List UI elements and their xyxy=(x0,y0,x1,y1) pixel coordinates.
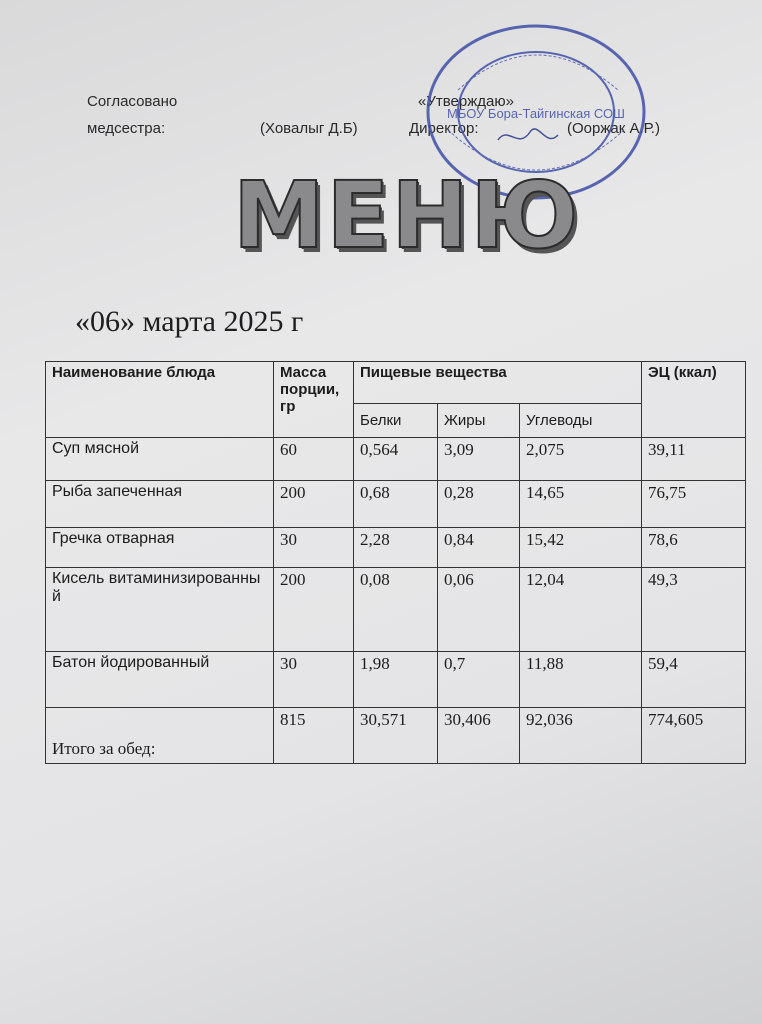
dish-carbs: 15,42 xyxy=(520,528,642,568)
total-protein: 30,571 xyxy=(354,708,438,764)
header-dish: Наименование блюда xyxy=(46,362,274,438)
dish-fat: 0,28 xyxy=(438,481,520,528)
dish-protein: 1,98 xyxy=(354,652,438,708)
dish-protein: 0,564 xyxy=(354,438,438,481)
dish-mass: 200 xyxy=(274,568,354,652)
dish-energy: 49,3 xyxy=(642,568,746,652)
table-row xyxy=(46,652,746,708)
header-carbs: Углеводы xyxy=(520,404,642,438)
director-label: Директор: xyxy=(409,120,479,137)
menu-table xyxy=(45,361,746,764)
approval-left-line1: Согласовано xyxy=(87,93,178,110)
stamp-text: МБОУ Бора-Тайгинская СОШ xyxy=(447,106,625,121)
dish-carbs: 14,65 xyxy=(520,481,642,528)
dish-fat: 0,7 xyxy=(438,652,520,708)
total-fat: 30,406 xyxy=(438,708,520,764)
page-title: МЕНЮ xyxy=(233,162,581,269)
total-label: Итого за обед: xyxy=(46,708,274,764)
total-mass: 815 xyxy=(274,708,354,764)
dish-energy: 59,4 xyxy=(642,652,746,708)
dish-carbs: 2,075 xyxy=(520,438,642,481)
dish-carbs: 12,04 xyxy=(520,568,642,652)
dish-fat: 0,84 xyxy=(438,528,520,568)
dish-protein: 0,68 xyxy=(354,481,438,528)
header-fat: Жиры xyxy=(438,404,520,438)
dish-name: Рыба запеченная xyxy=(46,481,274,528)
dish-fat: 0,06 xyxy=(438,568,520,652)
header-nutrients: Пищевые вещества xyxy=(354,362,642,404)
header-protein: Белки xyxy=(354,404,438,438)
dish-name: Батон йодированный xyxy=(46,652,274,708)
menu-date: «06» марта 2025 г xyxy=(75,305,304,338)
dish-carbs: 11,88 xyxy=(520,652,642,708)
dish-name: Суп мясной xyxy=(46,438,274,481)
nurse-name: (Ховалыг Д.Б) xyxy=(260,120,358,137)
approval-right-line1: «Утверждаю» xyxy=(418,93,514,110)
header-energy: ЭЦ (ккал) xyxy=(642,362,746,438)
dish-mass: 30 xyxy=(274,528,354,568)
dish-name: Гречка отварная xyxy=(46,528,274,568)
table-row xyxy=(46,528,746,568)
dish-mass: 30 xyxy=(274,652,354,708)
dish-energy: 78,6 xyxy=(642,528,746,568)
dish-protein: 2,28 xyxy=(354,528,438,568)
dish-energy: 39,11 xyxy=(642,438,746,481)
dish-energy: 76,75 xyxy=(642,481,746,528)
total-carbs: 92,036 xyxy=(520,708,642,764)
dish-mass: 200 xyxy=(274,481,354,528)
approval-left-line2: медсестра: xyxy=(87,120,166,137)
director-name: (Ооржак А.Р.) xyxy=(567,120,660,137)
dish-fat: 3,09 xyxy=(438,438,520,481)
total-row xyxy=(46,708,746,764)
table-row xyxy=(46,568,746,652)
table-row xyxy=(46,481,746,528)
dish-protein: 0,08 xyxy=(354,568,438,652)
dish-mass: 60 xyxy=(274,438,354,481)
header-mass: Масса порции, гр xyxy=(274,362,354,438)
total-energy: 774,605 xyxy=(642,708,746,764)
dish-name: Кисель витаминизированный xyxy=(46,568,274,652)
table-row xyxy=(46,438,746,481)
